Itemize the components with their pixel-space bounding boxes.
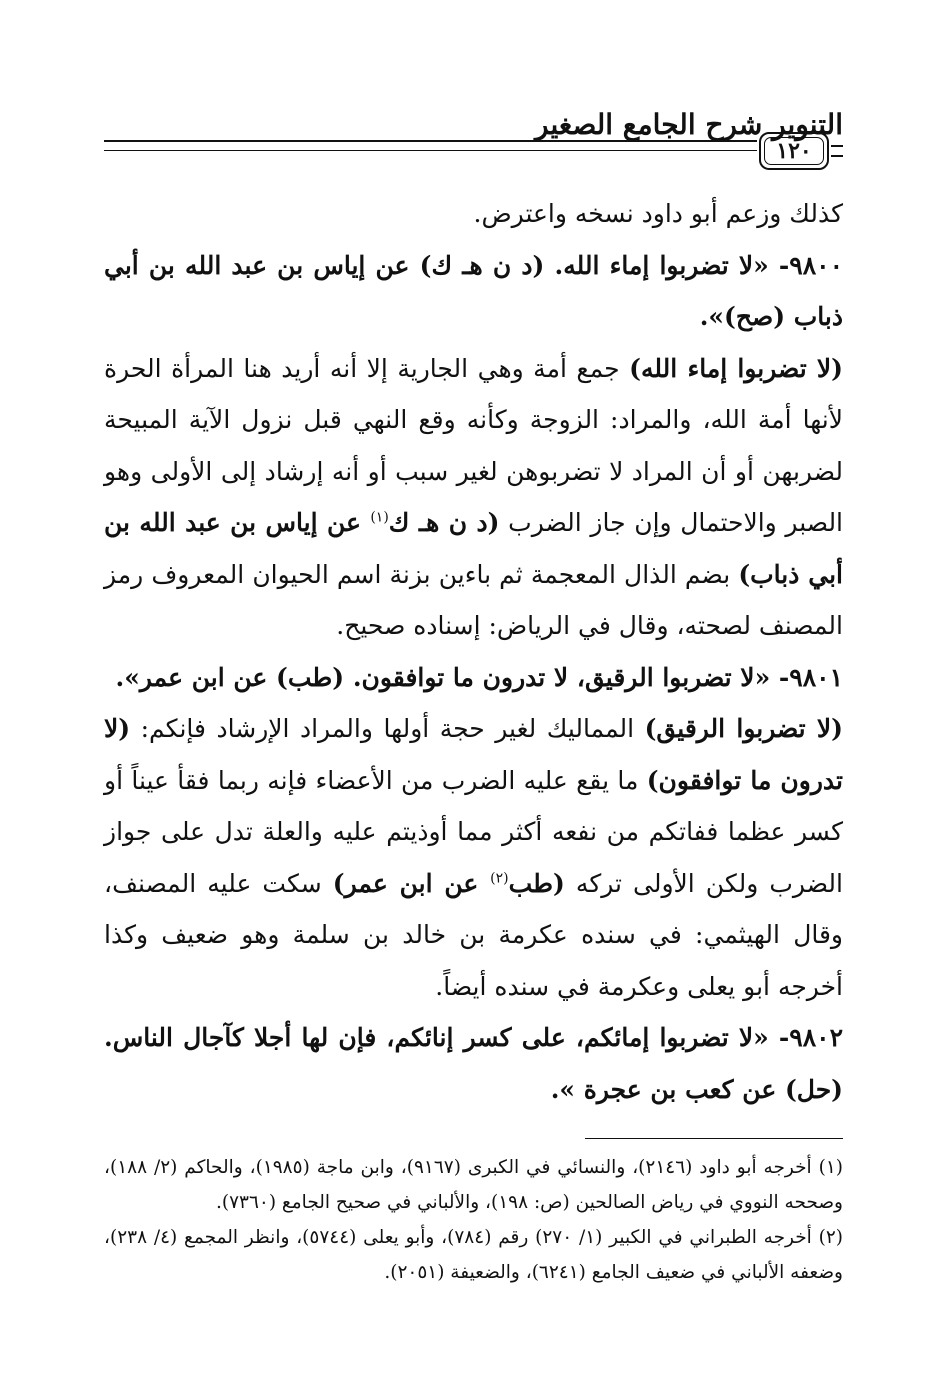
page-number-box	[759, 132, 829, 170]
source-reference: (د ن هـ ك	[388, 508, 500, 537]
hadith-9800: ٩٨٠٠- «لا تضربوا إماء الله. (د ن هـ ك) عن إياس بن عبد الله بن أبي ذباب (صح)».	[104, 250, 843, 331]
commentary-lemma: (لا تدرون ما توافقون)	[104, 714, 843, 795]
commentary-text: المماليك لغير حجة أولها والمراد الإرشاد فإنكم:	[130, 714, 645, 743]
commentary-lemma: (لا تضربوا الرقيق)	[644, 714, 843, 743]
main-text	[104, 188, 843, 1115]
source-reference: (طب	[508, 868, 565, 898]
footnote-1: (١) أخرجه أبو داود (٢١٤٦)، والنسائي في الكبرى (٩١٦٧)، وابن ماجة (١٩٨٥)، والحاكم (٢/ ١٨٨)، وصححه النووي في رياض الصالحين (ص: ١٩٨)، والألباني في صحيح الجامع (٧٣٦٠).	[104, 1157, 843, 1213]
commentary-text: سكت عليه المصنف، وقال الهيثمي: في سنده عكرمة بن خالد بن سلمة وهو ضعيف وكذا أخرجه أبو يعلى وعكرمة في سنده أيضاً.	[104, 868, 843, 1001]
commentary-text: بضم الذال المعجمة ثم باءين بزنة اسم الحيوان المعروف رمز المصنف لصحته، وقال في الرياض: إسناده صحيح.	[104, 559, 843, 640]
commentary-9800	[104, 343, 843, 652]
running-title: التنوير شرح الجامع الصغير	[535, 108, 843, 141]
page-number-inner-frame	[764, 137, 824, 165]
footnote-marker-2: (٢)	[490, 870, 509, 887]
hadith-9801: ٩٨٠١- «لا تضربوا الرقيق، لا تدرون ما توافقون. (طب) عن ابن عمر».	[115, 662, 843, 692]
paragraph-intro: كذلك وزعم أبو داود نسخه واعترض.	[473, 199, 843, 228]
footnote-marker-1: (١)	[370, 509, 389, 526]
footnotes	[104, 1150, 843, 1290]
commentary-text: جمع أمة وهي الجارية إلا أنه أريد هنا المرأة الحرة لأنها أمة الله، والمراد: الزوجة وكأنه وقع النهي قبل نزول الآية المبيحة لضربهن أو أن المراد لا تضربوهن لغير سبب أو أنه إرشاد إلى الأولى وهو الصبر والاحتمال وإن جاز الضرب	[104, 353, 844, 537]
header-rule	[104, 140, 757, 151]
footnote-rule	[585, 1138, 843, 1139]
narrator-name: عن ابن عمر)	[332, 868, 491, 898]
footnote-2: (٢) أخرجه الطبراني في الكبير (١/ ٢٧٠) رقم (٧٨٤)، وأبو يعلى (٥٧٤٤)، وانظر المجمع (٤/ ٢٣٨)، وضعفه الألباني في ضعيف الجامع (٦٢٤١)، والضعيفة (٢٠٥١).	[104, 1227, 843, 1283]
narrator-name: عن إياس بن عبد الله بن أبي ذباب)	[104, 508, 843, 589]
commentary-9801	[104, 703, 843, 1012]
header-rule-end	[831, 145, 843, 157]
commentary-text: ما يقع عليه الضرب من الأعضاء فإنه ربما فقأ عيناً أو كسر عظما ففاتكم من نفعه أكثر مما أوذيتم عليه والعلة تدل على جواز الضرب ولكن الأولى تركه	[104, 765, 843, 898]
commentary-lemma: (لا تضربوا إماء الله)	[629, 353, 843, 383]
hadith-9802: ٩٨٠٢- «لا تضربوا إمائكم، على كسر إنائكم، فإن لها أجلا كآجال الناس. (حل) عن كعب بن عجرة ».	[104, 1023, 843, 1104]
page-number: ١٢٠	[776, 138, 812, 164]
